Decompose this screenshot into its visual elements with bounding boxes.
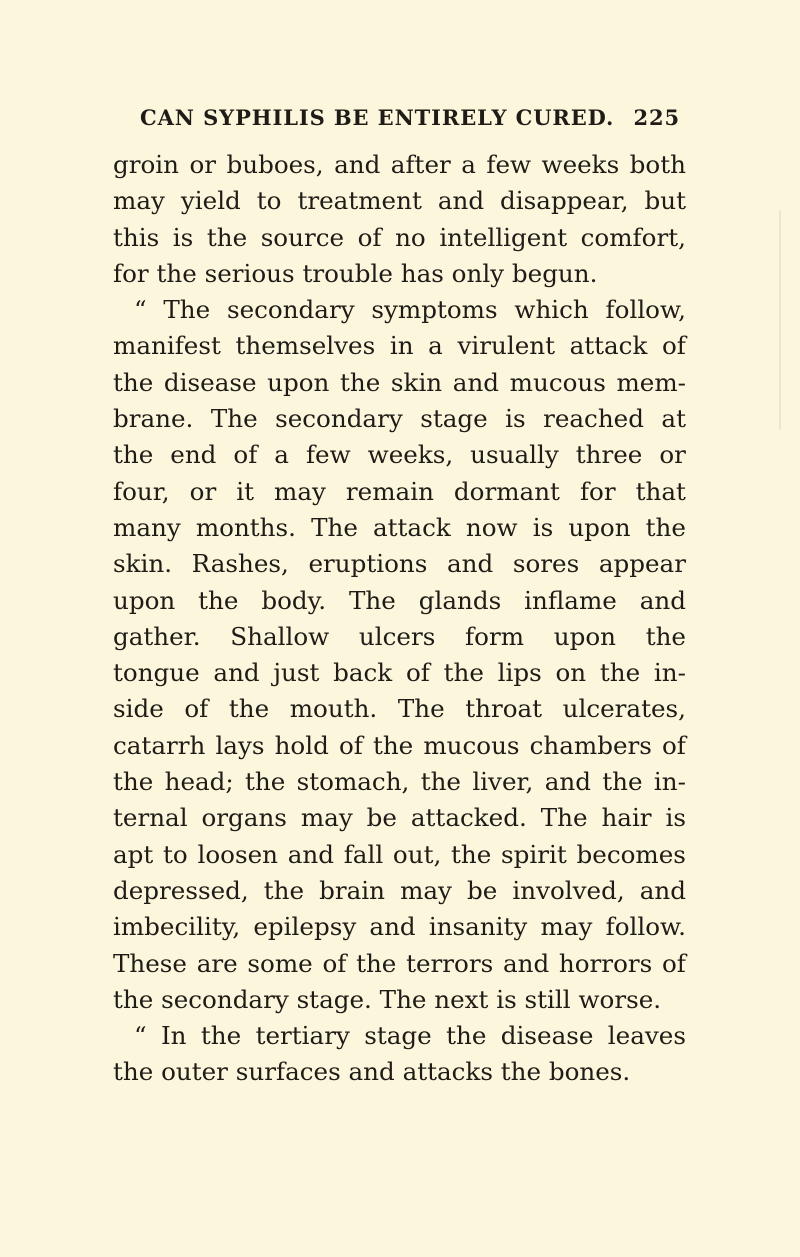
text-word: weeks [541, 150, 620, 179]
text-word: Shallow [230, 621, 330, 651]
page-number: 225 [633, 105, 680, 130]
text-line [113, 691, 686, 727]
text-word: a [461, 150, 476, 179]
text-line [113, 220, 686, 256]
text-word: “ [134, 295, 147, 325]
text-word: secondary [275, 404, 403, 434]
text-word: mucous [423, 730, 520, 760]
text-word: upon [113, 585, 176, 615]
text-line [113, 909, 686, 945]
text-line-content: the outer surfaces and attacks the bones. [113, 1057, 631, 1087]
text-word: stage [364, 1021, 432, 1051]
text-line [113, 982, 686, 1018]
text-word: chambers [529, 730, 652, 760]
text-word: now [465, 512, 518, 542]
text-word: symptoms [371, 295, 498, 325]
text-line [113, 546, 686, 582]
text-word: epilepsy [253, 912, 357, 942]
text-word: and [447, 549, 494, 579]
text-line [113, 946, 686, 982]
text-word: upon [568, 512, 631, 542]
text-word: follow, [605, 295, 686, 325]
text-word: attack [569, 331, 648, 361]
text-word: The [163, 295, 211, 325]
text-line-content: the secondary stage. The next is still worse. [113, 984, 662, 1014]
text-word: may [113, 186, 165, 216]
text-word: tertiary [255, 1021, 350, 1051]
text-word: liver, [472, 767, 534, 797]
text-word: some [247, 948, 313, 978]
text-word: the [602, 767, 643, 797]
text-word: form [465, 621, 525, 651]
text-word: buboes, [226, 150, 324, 179]
text-word: the [599, 658, 641, 688]
text-word: months. [195, 512, 296, 542]
text-word: glands [418, 585, 502, 615]
text-word: skin. [113, 549, 173, 579]
text-word: at [661, 404, 686, 434]
text-word: of [233, 440, 258, 470]
text-word: end [170, 440, 217, 470]
text-word: after [390, 150, 451, 179]
text-word: The [540, 803, 588, 833]
text-word: of [662, 331, 686, 361]
text-word: weeks, [367, 440, 454, 470]
text-line [113, 292, 686, 328]
text-word: a [428, 331, 443, 361]
text-word: disease [163, 367, 257, 397]
text-word: the [645, 621, 686, 651]
text-word: ulcerates, [562, 694, 686, 724]
text-word: stage [420, 404, 488, 434]
text-word: few [305, 440, 351, 470]
text-word: The [349, 585, 396, 615]
text-word: in [389, 331, 414, 361]
text-word: three [575, 440, 643, 470]
text-word: be [366, 803, 397, 833]
text-line [113, 401, 686, 437]
text-word: which [514, 295, 589, 325]
text-word: of [661, 948, 686, 978]
text-line [113, 474, 686, 510]
text-line [113, 147, 686, 183]
text-word: of [322, 948, 347, 978]
text-word: attack [373, 512, 451, 542]
text-word: and [639, 585, 686, 615]
text-word: Rashes, [191, 549, 289, 579]
text-line [113, 619, 686, 655]
text-word: sores [512, 549, 580, 579]
text-word: depressed, [113, 875, 249, 905]
text-word: lays [215, 730, 265, 760]
text-word: or [189, 476, 217, 506]
text-word: intelligent [439, 222, 568, 252]
text-word: to [163, 839, 188, 869]
text-word: inflame [524, 585, 617, 615]
text-line [113, 183, 686, 219]
text-word: hair [601, 803, 652, 833]
text-word: treatment [297, 186, 422, 216]
text-word: disappear, [500, 186, 629, 216]
text-word: comfort, [580, 222, 686, 252]
text-line [113, 1018, 686, 1054]
text-word: the [443, 658, 484, 688]
text-word: mucous [509, 367, 606, 397]
text-word: mouth. [289, 694, 378, 724]
text-word: that [635, 476, 686, 506]
text-word: groin [113, 150, 180, 179]
text-word: or [659, 440, 686, 470]
text-word: brain [319, 875, 385, 905]
text-word: spirit [501, 839, 567, 869]
text-word: imbecility, [113, 912, 241, 942]
text-word: upon [553, 621, 616, 651]
text-word: In [160, 1021, 187, 1051]
text-word: The [311, 512, 358, 542]
text-line [113, 1054, 686, 1090]
text-word: insanity [428, 912, 528, 942]
text-word: organs [201, 803, 287, 833]
text-line [113, 365, 686, 401]
text-word: follow. [605, 912, 686, 942]
text-word: apt [113, 839, 154, 869]
text-word: in- [653, 767, 686, 797]
text-word: it [236, 476, 254, 506]
text-word: to [256, 186, 282, 216]
running-title: CAN SYPHILIS BE ENTIRELY CURED. [140, 105, 615, 130]
text-word: both [629, 150, 686, 179]
text-word: and [287, 839, 334, 869]
text-word: skin [390, 367, 443, 397]
text-word: the [200, 1021, 242, 1051]
text-line [113, 655, 686, 691]
text-word: back [333, 658, 393, 688]
text-word: be [467, 875, 498, 905]
text-word: the [645, 512, 686, 542]
text-word: dormant [453, 476, 560, 506]
text-word: leaves [607, 1021, 686, 1051]
text-word: out, [392, 839, 442, 869]
text-word: upon [267, 367, 330, 397]
text-word: just [273, 658, 320, 688]
text-line [113, 728, 686, 764]
text-word: mem- [616, 367, 686, 397]
text-word: four, [113, 476, 170, 506]
text-word: this [113, 222, 160, 252]
text-word: for [579, 476, 616, 506]
text-word: may [274, 476, 326, 506]
text-word: or [189, 150, 217, 179]
text-word: body. [261, 585, 327, 615]
text-word: The [210, 404, 258, 434]
text-word: the [113, 767, 154, 797]
text-word: “ [134, 1021, 147, 1051]
text-word: ulcers [358, 621, 436, 651]
text-word: terrors [406, 948, 494, 978]
text-word: the [245, 767, 286, 797]
text-word: the [198, 585, 239, 615]
text-word: usually [470, 440, 559, 470]
text-word: the [451, 839, 492, 869]
text-line [113, 764, 686, 800]
text-word: of [405, 658, 430, 688]
text-word: may [300, 803, 353, 833]
text-word: attacked. [410, 803, 527, 833]
text-word: source [260, 222, 345, 252]
text-word: may [540, 912, 593, 942]
text-word: the [446, 1021, 487, 1051]
body-text [113, 147, 686, 1091]
text-line [113, 873, 686, 909]
text-word: the [113, 440, 154, 470]
text-word: no [395, 222, 426, 252]
text-word: is [172, 222, 194, 252]
text-word: the [228, 694, 270, 724]
text-word: becomes [576, 839, 686, 869]
text-word: manifest [113, 331, 221, 361]
text-word: virulent [457, 331, 555, 361]
text-word: involved, [512, 875, 625, 905]
text-line [113, 800, 686, 836]
text-word: loosen [197, 839, 278, 869]
text-word: the [206, 222, 248, 252]
text-line [113, 437, 686, 473]
text-word: and [639, 875, 686, 905]
text-word: reached [543, 404, 644, 434]
text-word: in- [653, 658, 686, 688]
text-word: the [113, 367, 154, 397]
text-word: the [372, 730, 414, 760]
text-word: on [555, 658, 587, 688]
text-word: gather. [113, 621, 201, 651]
text-word: and [544, 767, 591, 797]
text-word: appear [598, 549, 686, 579]
text-word: and [334, 150, 381, 179]
text-line [113, 328, 686, 364]
text-word: of [184, 694, 209, 724]
text-word: tongue [113, 658, 200, 688]
text-word: hold [274, 730, 329, 760]
text-word: are [196, 948, 238, 978]
text-word: themselves [235, 331, 376, 361]
text-word: These [113, 948, 187, 978]
text-line [113, 583, 686, 619]
text-word: and [437, 186, 485, 216]
text-word: the [356, 948, 397, 978]
text-word: and [369, 912, 416, 942]
text-word: eruptions [308, 549, 428, 579]
text-word: and [502, 948, 550, 978]
text-word: disease [500, 1021, 594, 1051]
text-word: stomach, [296, 767, 410, 797]
text-word: few [486, 150, 532, 179]
text-word: is [505, 404, 526, 434]
text-word: the [420, 767, 461, 797]
text-word: the [263, 875, 305, 905]
text-line [113, 510, 686, 546]
text-word: throat [465, 694, 543, 724]
text-word: of [338, 730, 363, 760]
text-line-content: for the serious trouble has only begun. [113, 258, 598, 288]
text-word: and [452, 367, 500, 397]
text-word: remain [345, 476, 434, 506]
text-word: a [274, 440, 289, 470]
text-word: is [665, 803, 686, 833]
text-word: of [662, 730, 686, 760]
text-word: horrors [558, 948, 653, 978]
text-word: brane. [113, 404, 194, 434]
text-word: and [213, 658, 260, 688]
text-word: the [340, 367, 381, 397]
text-word: The [397, 694, 445, 724]
text-word: head; [164, 767, 234, 797]
text-word: lips [497, 658, 542, 688]
text-word: of [357, 222, 382, 252]
text-word: is [532, 512, 554, 542]
text-word: ternal [113, 803, 188, 833]
running-head [140, 102, 680, 134]
text-line [113, 256, 686, 292]
text-word: fall [343, 839, 384, 869]
text-line [113, 837, 686, 873]
text-word: catarrh [113, 730, 206, 760]
text-word: yield [180, 186, 241, 216]
text-word: but [644, 186, 686, 216]
text-word: secondary [226, 295, 355, 325]
text-word: many [113, 512, 181, 542]
scan-shadow [779, 210, 781, 430]
text-word: may [400, 875, 452, 905]
text-word: side [113, 694, 164, 724]
